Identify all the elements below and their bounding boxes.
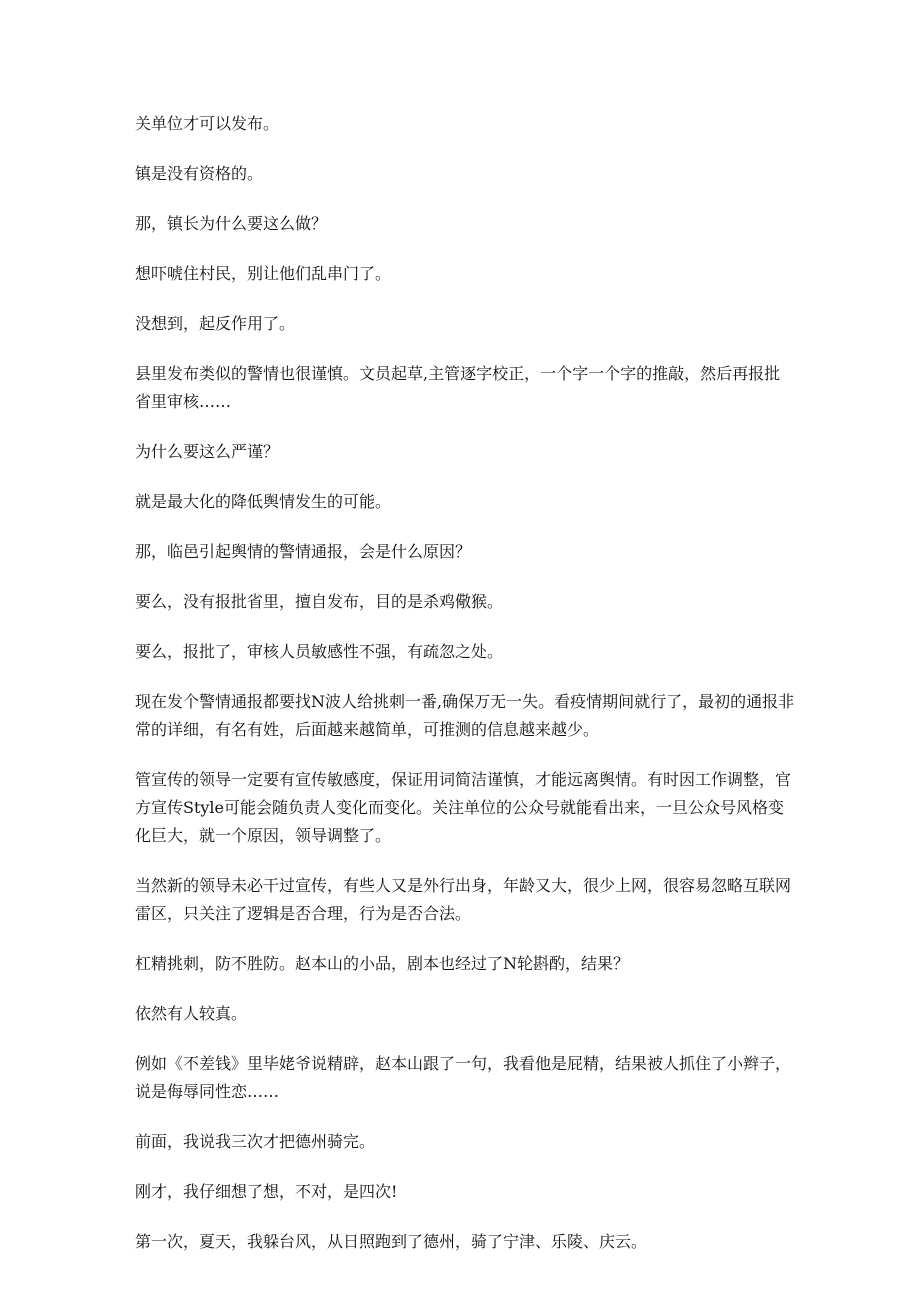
paragraph: 前面，我说我三次才把德州骑完。: [135, 1132, 376, 1151]
paragraph: 第一次，夏天，我躲台风，从日照跑到了德州，骑了宁津、乐陵、庆云。: [135, 1232, 648, 1251]
paragraph: 就是最大化的降低舆情发生的可能。: [135, 492, 392, 511]
paragraph: 例如《不差钱》里毕姥爷说精辟，赵本山跟了一句，我看他是屁精，结果被人抓住了小辫子，说是侮辱同性恋……: [135, 1054, 792, 1101]
paragraph: 依然有人较真。: [135, 1004, 248, 1023]
paragraph: 现在发个警情通报都要找N波人给挑刺一番,确保万无一失。看疫情期间就行了，最初的通报非常的详细，有名有姓，后面越来越简单，可推测的信息越来越少。: [135, 692, 795, 739]
paragraph: 要么，报批了，审核人员敏感性不强，有疏忽之处。: [135, 642, 504, 661]
paragraph: 要么，没有报批省里，擅自发布，目的是杀鸡儆猴。: [135, 592, 504, 611]
document-body: [135, 110, 795, 1278]
paragraph: 当然新的领导未必干过宣传，有些人又是外行出身，年龄又大，很少上网，很容易忽略互联网雷区，只关注了逻辑是否合理，行为是否合法。: [135, 876, 792, 923]
paragraph: 那，镇长为什么要这么做？: [135, 214, 328, 233]
paragraph: 刚才，我仔细想了想，不对，是四次!: [135, 1182, 398, 1201]
paragraph: 杠精挑刺，防不胜防。赵本山的小品，剧本也经过了N轮斟酌，结果？: [135, 954, 630, 973]
paragraph: 为什么要这么严谨？: [135, 442, 280, 461]
paragraph: 想吓唬住村民，别让他们乱串门了。: [135, 264, 392, 283]
paragraph: 镇是没有资格的。: [135, 164, 264, 183]
paragraph: 关单位才可以发布。: [135, 114, 280, 133]
paragraph: 没想到，起反作用了。: [135, 314, 296, 333]
paragraph: 那，临邑引起舆情的警情通报，会是什么原因？: [135, 542, 472, 561]
paragraph: 管宣传的领导一定要有宣传敏感度，保证用词简洁谨慎，才能远离舆情。有时因工作调整，官方宣传Style可能会随负责人变化而变化。关注单位的公众号就能看出来，一旦公众号风格变化巨大，就一个原因，领导调整了。: [135, 770, 792, 845]
paragraph: 县里发布类似的警情也很谨慎。文员起草,主管逐字校正，一个字一个字的推敲，然后再报批省里审核……: [135, 364, 781, 411]
